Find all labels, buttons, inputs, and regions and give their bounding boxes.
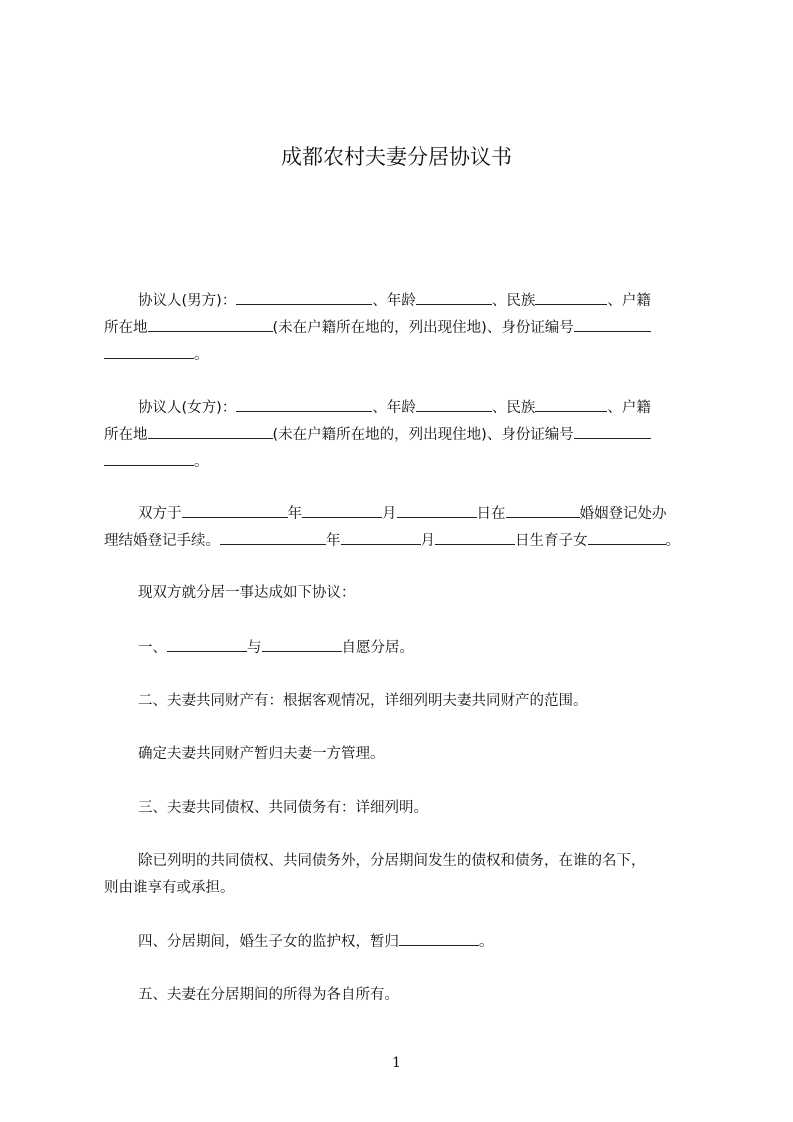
husband-name-blank: [236, 287, 372, 305]
clause-5: 五、夫妻在分居期间的所得为各自所有。: [138, 987, 399, 1003]
clause-1-party-a-blank: [167, 634, 247, 652]
husband-label: 协议人(男方)：: [138, 293, 237, 309]
wife-label: 协议人(女方)：: [138, 400, 237, 416]
document-title: 成都农村夫妻分居协议书: [281, 145, 512, 169]
husband-location-label: 所在地: [104, 320, 148, 336]
wife-info-paragraph: [104, 394, 700, 475]
marriage-paragraph: [104, 500, 700, 554]
wife-id-blank: [574, 421, 651, 439]
clause-1-suffix: 自愿分居。: [341, 640, 414, 656]
marriage-month-label: 月: [382, 506, 397, 522]
birth-month-blank: [341, 527, 421, 545]
clause-1-party-b-blank: [262, 634, 342, 652]
page-number: 1: [392, 1055, 401, 1071]
clause-2b: 确定夫妻共同财产暂归夫妻一方管理。: [138, 746, 385, 762]
wife-name-blank: [236, 394, 372, 412]
wife-ethnic-label: 、民族: [491, 400, 536, 416]
intro-text: 现双方就分居一事达成如下协议：: [138, 585, 356, 601]
wife-age-blank: [416, 394, 492, 412]
clause-1-prefix: 一、: [138, 640, 167, 656]
wife-location-blank: [148, 421, 273, 439]
marriage-day-blank: [397, 500, 477, 518]
marriage-office-blank: [506, 500, 580, 518]
husband-id-blank-cont: [104, 341, 194, 359]
clause-4-custody-blank: [399, 928, 479, 946]
birth-year-blank: [220, 527, 326, 545]
marriage-end: 。: [665, 533, 680, 549]
birth-day-blank: [435, 527, 515, 545]
husband-end: 。: [194, 347, 209, 363]
wife-age-label: 、年龄: [372, 400, 416, 416]
marriage-month-blank: [302, 500, 382, 518]
clause-2: 二、夫妻共同财产有：根据客观情况，详细列明夫妻共同财产的范围。: [138, 693, 588, 709]
husband-hukou-label: 、户籍: [607, 293, 651, 309]
husband-id-label: (未在户籍所在地的，列出现住地)、身份证编号: [272, 320, 574, 336]
marriage-day-label: 日在: [476, 506, 506, 522]
wife-end: 。: [194, 454, 209, 470]
clause-3b-line1: 除已列明的共同债权、共同债务外，分居期间发生的债权和债务，在谁的名下，: [138, 853, 646, 869]
clause-1-with: 与: [247, 640, 262, 656]
husband-age-label: 、年龄: [372, 293, 416, 309]
birth-label: 日生育子女: [515, 533, 588, 549]
marriage-prefix: 双方于: [138, 506, 182, 522]
husband-age-blank: [416, 287, 492, 305]
birth-year-label: 年: [326, 533, 341, 549]
wife-id-label: (未在户籍所在地的，列出现住地)、身份证编号: [272, 427, 574, 443]
marriage-office-label: 婚姻登记处办: [579, 506, 667, 522]
husband-ethnic-label: 、民族: [491, 293, 536, 309]
wife-ethnic-blank: [535, 394, 607, 412]
marriage-registration-text: 理结婚登记手续。: [104, 533, 220, 549]
husband-id-blank: [574, 314, 651, 332]
wife-location-label: 所在地: [104, 427, 148, 443]
husband-ethnic-blank: [535, 287, 607, 305]
clause-4: [104, 928, 734, 956]
wife-hukou-label: 、户籍: [607, 400, 651, 416]
clause-3b-paragraph: [104, 848, 700, 902]
children-blank: [588, 527, 666, 545]
clause-3: 三、夫妻共同债权、共同债务有：详细列明。: [138, 800, 428, 816]
marriage-year-label: 年: [287, 506, 302, 522]
clause-4-text: 四、分居期间，婚生子女的监护权，暂归: [138, 934, 399, 950]
clause-3b-line2: 则由谁享有或承担。: [104, 880, 235, 896]
wife-id-blank-cont: [104, 448, 194, 466]
marriage-year-blank: [182, 500, 288, 518]
clause-1: [104, 634, 734, 662]
clause-4-end: 。: [479, 934, 494, 950]
husband-location-blank: [148, 314, 273, 332]
birth-month-label: 月: [420, 533, 435, 549]
husband-info-paragraph: [104, 287, 700, 368]
